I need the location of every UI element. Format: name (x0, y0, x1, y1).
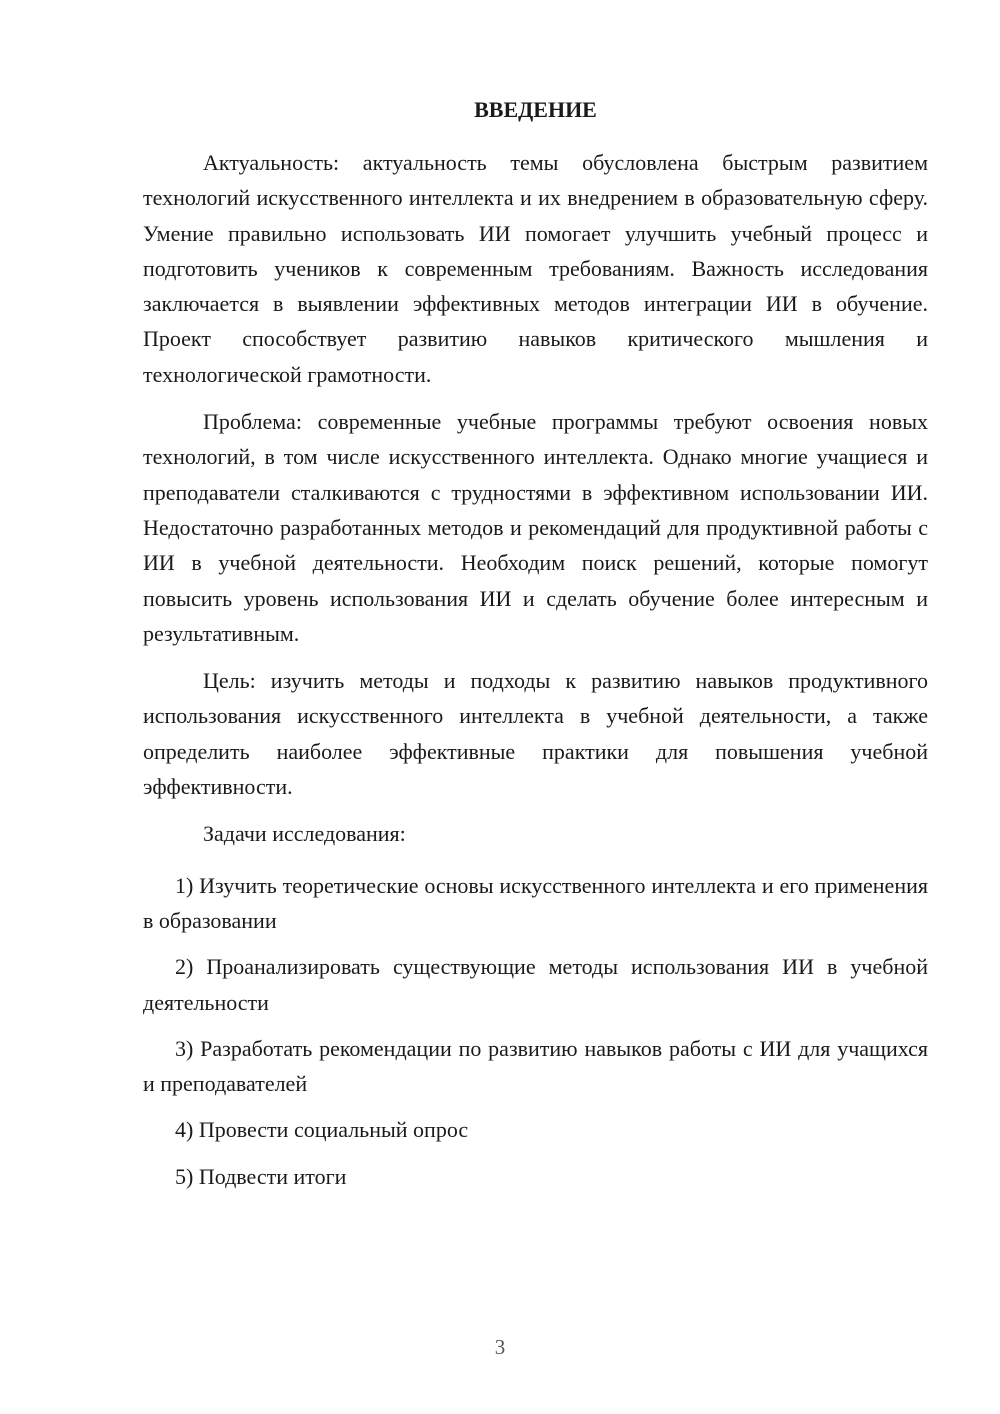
document-page (143, 95, 928, 1205)
tasks-heading: Задачи исследования: (203, 821, 406, 847)
page-number: 3 (494, 1335, 506, 1359)
task-item: 3) Разработать рекомендации по развитию навыков работы с ИИ для учащихся и преподавателей (143, 1035, 928, 1097)
task-item: 2) Проанализировать существующие методы использования ИИ в учебной деятельности (143, 954, 928, 1015)
task-item: 4) Провести социальный опрос (175, 1117, 469, 1143)
goal-paragraph: Цель: изучить методы и подходы к развитию навыков продуктивного использования искусственного интеллекта в учебной деятельности, а также определить наиболее эффективные практики для повышения учебной эффективности. (143, 668, 928, 800)
problem-paragraph: Проблема: современные учебные программы требуют освоения новых технологий, в том числе искусственного интеллекта. Однако многие учащиеся и преподаватели сталкиваются с трудностями в эффективном использовании ИИ. Недостаточно разработанных методов и рекомендаций для продуктивной работы с ИИ в учебной деятельности. Необходим поиск решений, которые помогут повысить уровень использования ИИ и сделать обучение более интересным и результативным. (143, 409, 928, 646)
task-item: 5) Подвести итоги (175, 1163, 347, 1189)
tasks-list (143, 868, 928, 1194)
relevance-paragraph: Актуальность: актуальность темы обусловлена быстрым развитием технологий искусственного интеллекта и их внедрением в образовательную сферу. Умение правильно использовать ИИ помогает улучшить учебный процесс и подготовить учеников к современным требованиям. Важность исследования заключается в выявлении эффективных методов интеграции ИИ в обучение. Проект способствует развитию навыков критического мышления и технологической грамотности. (143, 150, 928, 387)
page-title: ВВЕДЕНИЕ (474, 97, 597, 122)
task-item: 1) Изучить теоретические основы искусственного интеллекта и его применения в образовании (143, 872, 928, 933)
